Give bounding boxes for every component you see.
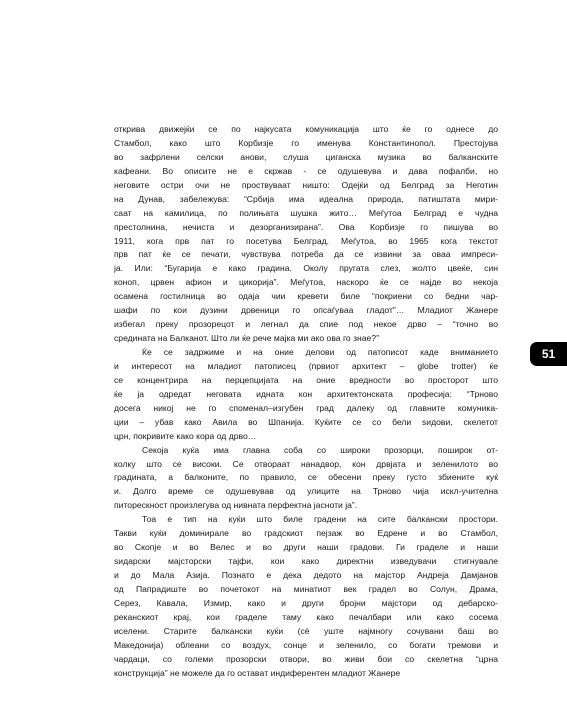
- text-line: питорескност произлегува од нивната перфектна јасноти ја”.: [114, 500, 358, 511]
- page-number-tab: [530, 342, 567, 366]
- text-line: Такви куќи доминирале во градскиот пејзаж во Едрене и во Стамбол,: [114, 528, 498, 539]
- text-line: чардаци, со големи прозорски отвори, во живи бои со скелетна “црна: [114, 653, 498, 664]
- text-line: неговите остри очи не проствуваат ништо: Одејќи од Белград за Неготин: [114, 179, 498, 190]
- text-line: и интересот на младиот патописец (првиот архитект – globe trotter) ќе: [114, 360, 498, 371]
- text-line: ќе ја одредат неговата идната кон архитектонската професија: “Трново: [114, 388, 498, 399]
- text-line: и. Долго време се одушевував од улиците на Трново чија искл-учителна: [114, 486, 498, 497]
- text-line: конструкција” не можеле да го оставaт индиферентен младиот Жанере: [114, 667, 401, 678]
- text-line: во зафрлени селски анови, слуша циганска музика во балканските: [114, 151, 498, 162]
- text-line: ја. Или: “Бугарија е како градина. Околу пругата слез, жолто цвеќе, син: [114, 263, 498, 274]
- text-line: колку што се високи. Се отвораат нанадвор, кон дрвјата и зеленилото во: [114, 458, 498, 469]
- text-line: се концентрира на перцепцијата на оние вредности во просторот што: [114, 374, 498, 385]
- text-line: Македонија) облеани со воздух, сонце и зеленило, со богати тремови и: [114, 639, 498, 650]
- text-line: осамена гостилница во одаја чии кревети биле “покриени со бедни чар-: [114, 291, 498, 302]
- text-line: и до Мала Азија. Познато е дека дедото на мајстор Андреја Дамјанов: [114, 570, 498, 580]
- text-line: Стамбол, како што Корбизје го именува Константинопол. Престојува: [114, 137, 498, 148]
- text-line: досега никој не го споменал–изгубен град далеку од главните комуника-: [114, 402, 498, 413]
- paragraph: [114, 513, 498, 680]
- text-line: на Дунав, забележува: “Србија има идеална природа, патиштата мири-: [114, 193, 498, 204]
- text-line: саат на камилица, по полињата шушка жито… Меѓутоа Белград е чудна: [114, 207, 498, 218]
- text-line: градината, а балконите, по правило, се обесени преку густо збиените куќ: [114, 472, 498, 483]
- body-text: [114, 123, 498, 681]
- paragraph: [114, 123, 498, 346]
- text-line: откривa движејќи се по најкусата комуникација што ќе го однесе до: [114, 124, 498, 134]
- text-line: црн, покривите како кора од дрво…: [114, 430, 257, 441]
- text-line: коноп, црвен афион и цикорија”. Меѓутоа, наскоро ќе се најде во некоја: [114, 277, 498, 288]
- text-line: прв пат ќе се печати, чувствува потреба да се извини за оваа импреси-: [114, 249, 498, 260]
- text-line: ѕидарски мајсторски тајфи, кои како директни изведувачи стигнувале: [114, 556, 498, 567]
- text-line: Тоа е тип на куќи што биле градени на сите балкански простори.: [142, 514, 498, 525]
- text-line: Ќе се задржиме и на оние делови од патописот каде вниманието: [142, 347, 498, 357]
- page-number: 51: [541, 347, 556, 361]
- paragraph: [114, 346, 498, 444]
- text-line: ции – убав како Авила во Шпанија. Куќите се со бели ѕидови, скелетот: [114, 416, 498, 427]
- paragraph: [114, 444, 498, 514]
- text-line: избегал преку прозорецот и легнал да спие под некое дрво – “точно во: [114, 319, 498, 330]
- text-line: средината на Балканот. Што ли ќе рече мајка ми ако ова го знае?”: [114, 333, 379, 344]
- text-line: во Скопје и во Велес и во други наши градови. Ги граделе и наши: [114, 542, 498, 553]
- text-line: од Папрадиште во почетокот на минатиот век градел во Солун, Драма,: [114, 583, 498, 594]
- text-line: Секоја куќа има главна соба со широки прозорци, поширок от-: [142, 444, 498, 455]
- text-line: иселени. Старите балкански куќи (сè уште најмногу сочувани баш во: [114, 625, 498, 636]
- text-line: шафи по кои дузини дрвеници го опсаѓуваа гладот”… Младиот Жанере: [114, 305, 498, 316]
- text-line: Серез, Кавала, Измир, како и други бројни мајстори од дебарско-: [114, 597, 498, 608]
- text-line: реканскиот крај, кои граделе таму како печалбари или како сосема: [114, 611, 498, 622]
- text-line: престолнина, нечиста и дезорганизирана”. Ова Корбизје го пишува во: [114, 221, 498, 232]
- text-line: 1911, кога прв пат го посетува Белград. Меѓутоа, во 1965 кога текстот: [114, 235, 498, 246]
- text-line: кафеани. Во описите не е скржав - се одушевува и дава пофалби, но: [114, 165, 498, 176]
